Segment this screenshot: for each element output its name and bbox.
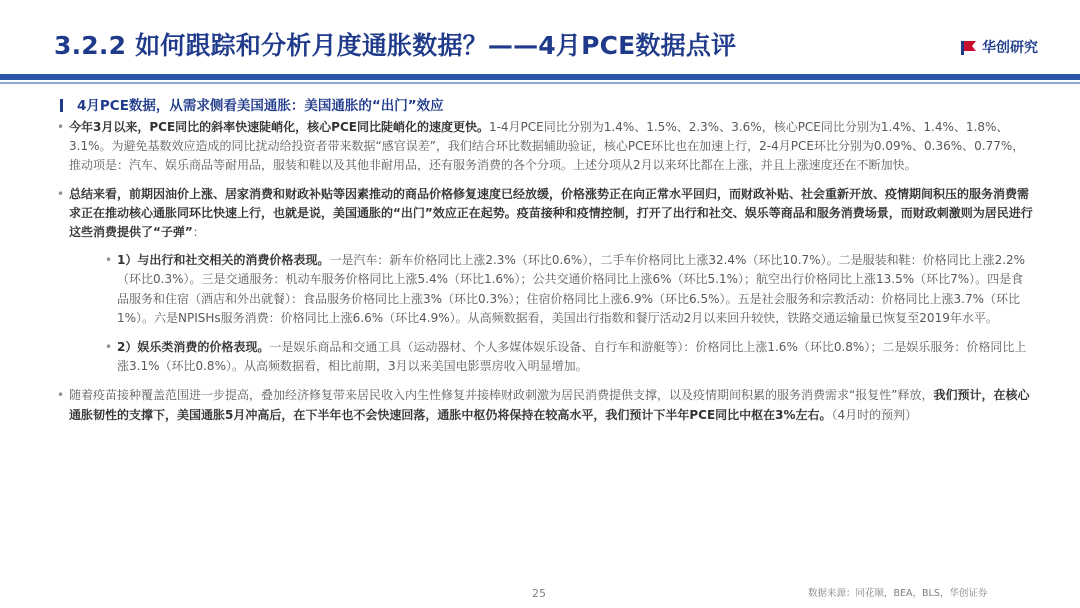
content-body (55, 118, 1033, 434)
bullet-2-text: ： (192, 225, 205, 240)
bullet-2 (55, 185, 1033, 243)
bullet-dot: • (57, 388, 65, 403)
data-source: 数据来源：同花顺，BEA，BLS，华创证券 (808, 588, 988, 599)
bullet-3 (55, 386, 1033, 424)
bullet-3-text: 随着疫苗接种覆盖范围进一步提高，叠加经济修复带来居民收入内生性修复并接棒财政刺激为居民消费提供支撑，以及疫情期间积累的服务消费需求“报复性”释放， (69, 388, 934, 403)
bullet-dot: • (105, 253, 113, 268)
page-title: 3.2.2 如何跟踪和分析月度通胀数据？——4月PCE数据点评 (54, 31, 737, 60)
page-number: 25 (532, 587, 546, 600)
bullet-1 (55, 118, 1033, 176)
header-divider (0, 74, 1080, 80)
bullet-2-lead: 总结来看，前期因油价上涨、居家消费和财政补贴等因素推动的商品价格修复速度已经放缓，价格涨势正在向正常水平回归，而财政补贴、社会重新开放、疫情期间积压的服务消费需求正在推动核心通胀同环比快速上行，也就是说，美国通胀的“出门”效应正在起势。疫苗接种和疫情控制，打开了出行和社交、娱乐等商品和服务消费场景，而财政刺激则为居民进行这些消费提供了“子弹” (69, 186, 1033, 240)
sub-bullet-2-lead: 2）娱乐类消费的价格表现。 (117, 340, 270, 355)
section-heading (60, 94, 444, 114)
bullet-1-text: 1-4月PCE同比分别为1.4%、1.5%、2.3%、3.6%，核心PCE同比分别为1.4%、1.4%、1.8%、3.1%。为避免基数效应造成的同比扰动给投资者带来数据“感官误差”，我们结合环比数据辅助验证，核心PCE环比也在加速上行，2-4月PCE环比分别为0.09%、0.36%、0.77%，推动项是：汽车、娱乐商品等耐用品，服装和鞋以及其他非耐用品，还有服务消费的各个分项。上述分项从2月以来环比都在上涨，并且上涨速度还在不断加快。 (69, 120, 1025, 173)
bullet-dot: • (105, 340, 113, 355)
bullet-1-lead: 今年3月以来，PCE同比的斜率快速陡峭化，核心PCE同比陡峭化的速度更快。 (69, 120, 489, 134)
sub-bullet-1 (103, 251, 1033, 328)
bullet-3-tail: （4月时的预判） (831, 407, 918, 422)
sub-bullet-1-lead: 1）与出行和社交相关的消费价格表现。 (117, 253, 330, 268)
company-logo (960, 37, 1038, 57)
sub-bullet-1-text: 一是汽车：新车价格同比上涨2.3%（环比0.6%），二手车价格同比上涨32.4%（环比10.7%）。二是服装和鞋：价格同比上涨2.2%（环比0.3%）。三是交通服务：机动车服务价格同比上涨5.4%（环比1.6%）；公共交通价格同比上涨6%（环比5.1%）；航空出行价格同比上涨13.5%（环比7%）。四是食品服务和住宿（酒店和外出就餐）：食品服务价格同比上涨3%（环比0.3%）；住宿价格同比上涨6.9%（环比6.5%）。五是社会服务和宗教活动：价格同比上涨3.7%（环比1%）。六是NPISHs服务消费：价格同比上涨6.6%（环比4.9%）。从高频数据看，美国出行指数和餐厅活动2月以来回升较快，铁路交通运输量已恢复至2019年水平。 (117, 253, 1026, 325)
sub-bullet-2 (103, 338, 1033, 376)
sub-bullet-2-text: 一是娱乐商品和交通工具（运动器材、个人多媒体娱乐设备、自行车和游艇等）：价格同比上涨1.6%（环比0.8%）；二是娱乐服务：价格同比上涨3.1%（环比0.8%）。从高频数据看，相比前期，3月以来美国电影票房收入明显增加。 (117, 340, 1027, 374)
bullet-3-lead: 我们预计，在核心通胀韧性的支撑下，美国通胀5月冲高后，在下半年也不会快速回落，通胀中枢仍将保持在较高水平，我们预计下半年PCE同比中枢在3%左右。 (69, 388, 1030, 422)
section-heading-text: 4月PCE数据，从需求侧看美国通胀：美国通胀的“出门”效应 (77, 98, 444, 114)
bullet-dot: • (57, 120, 65, 134)
logo-text: 华创研究 (982, 40, 1038, 56)
heading-bar (60, 99, 63, 112)
bullet-dot: • (57, 186, 65, 201)
header-divider-thin (0, 82, 1080, 84)
flag-icon (960, 38, 978, 56)
